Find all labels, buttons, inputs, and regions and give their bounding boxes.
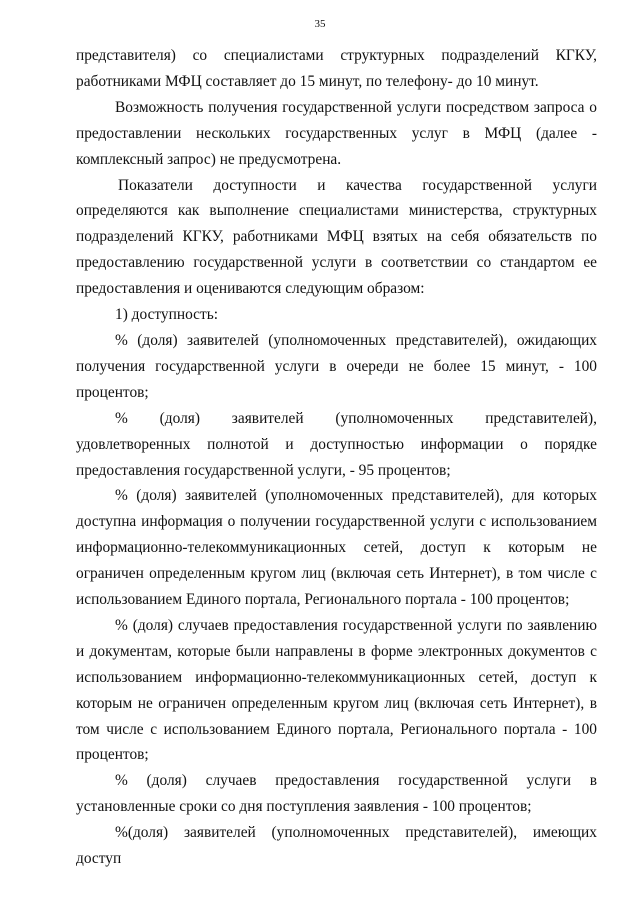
document-body — [76, 43, 597, 872]
paragraph-electronic-documents: % (доля) случаев предоставления государственной услуги по заявлению и документам, которые были направлены в форме электронных документов с использованием информационно-телекоммуникационных сетей, доступ к которым не ограничен определенным кругом лиц (включая сеть Интернет), в том числе с использованием Единого портала, Регионального портала - 100 процентов; — [76, 616, 597, 764]
paragraph-info-satisfaction: % (доля) заявителей (уполномоченных представителей), удовлетворенных полнотой и доступностью информации о порядке предоставления государственной услуги, - 95 процентов; — [76, 409, 597, 479]
paragraph-complex-request: Возможность получения государственной услуги посредством запроса о предоставлении нескольких государственных услуг в МФЦ (далее - комплексный запрос) не предусмотрена. — [76, 98, 597, 168]
paragraph-quality-indicators: Показатели доступности и качества государственной услуги определяются как выполнение специалистами министерства, структурных подразделений КГКУ, работниками МФЦ взятых на себя обязательств по предоставлению государственной услуги в соответствии со стандартом ее предоставления и оцениваются следующим образом: — [76, 176, 597, 298]
paragraph-queue-time: % (доля) заявителей (уполномоченных представителей), ожидающих получения государственной услуги в очереди не более 15 минут, - 100 процентов; — [76, 331, 597, 401]
page-number: 35 — [314, 18, 326, 30]
paragraph-accessibility-heading: 1) доступность: — [115, 306, 219, 324]
paragraph-online-info: % (доля) заявителей (уполномоченных представителей), для которых доступна информация о получении государственной услуги с использованием информационно-телекоммуникационных сетей, доступ к которым не ограничен определенным кругом лиц (включая сеть Интернет), в том числе с использованием Единого портала, Регионального портала - 100 процентов; — [76, 487, 597, 609]
paragraph-deadlines: % (доля) случаев предоставления государственной услуги в установленные сроки со дня поступления заявления - 100 процентов; — [76, 772, 597, 816]
paragraph-access: %(доля) заявителей (уполномоченных представителей), имеющих доступ — [76, 824, 597, 868]
paragraph-continuation: представителя) со специалистами структурных подразделений КГКУ, работниками МФЦ составляет до 15 минут, по телефону- до 10 минут. — [76, 47, 597, 90]
